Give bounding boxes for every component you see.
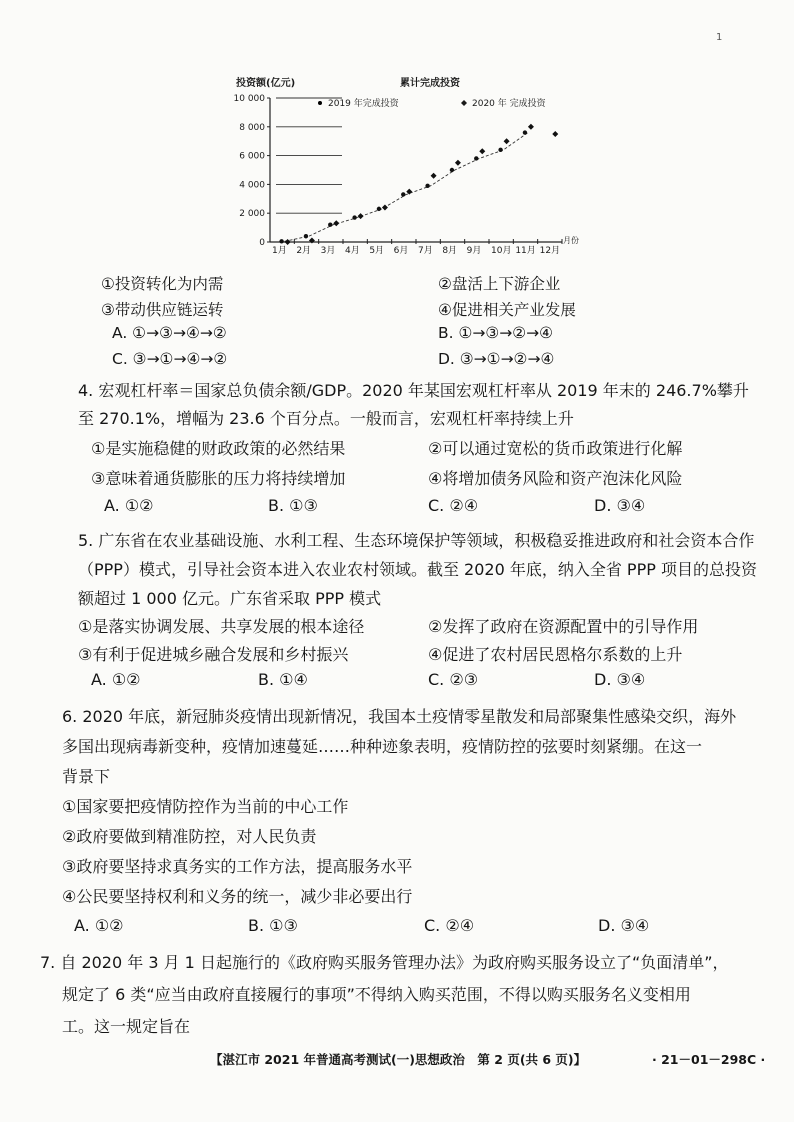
q6-statement-4: ④公民要坚持权利和义务的统一，减少非必要出行 <box>62 887 413 906</box>
q3-statement-2: ②盘活上下游企业 <box>438 275 561 293</box>
q3-option-a: A. ①→③→④→② <box>112 324 227 342</box>
q6-option-c: C. ②④ <box>424 916 475 935</box>
q5-option-a: A. ①② <box>91 670 141 689</box>
point-2020 <box>455 160 461 166</box>
q7-stem-line-3: 工。这一规定旨在 <box>62 1017 191 1036</box>
point-2020 <box>552 131 558 137</box>
q4-stem-line-2: 至 270.1%，增幅为 23.6 个百分点。一般而言，宏观杠杆率持续上升 <box>78 409 574 428</box>
page-corner-mark: 1 <box>716 32 723 43</box>
q4-option-d: D. ③④ <box>594 496 646 515</box>
point-2019 <box>377 207 381 211</box>
q4-statement-2: ②可以通过宽松的货币政策进行化解 <box>428 439 683 458</box>
q4-option-a: A. ①② <box>104 496 154 515</box>
q3-statement-3: ③带动供应链运转 <box>101 301 224 319</box>
point-2019 <box>523 130 527 134</box>
q6-stem-line-1: 6. 2020 年底，新冠肺炎疫情出现新情况，我国本土疫情零星散发和局部聚集性感染交织，海外 <box>62 707 737 726</box>
point-2019 <box>425 184 429 188</box>
footer-title: 【湛江市 2021 年普通高考测试(一)思想政治 第 2 页(共 6 页)】 <box>210 1052 587 1067</box>
q4-option-c: C. ②④ <box>428 496 479 515</box>
legend-2019-label: 2019 年完成投资 <box>328 99 399 109</box>
x-tick-label: 6月 <box>393 246 409 256</box>
point-2020 <box>406 189 412 195</box>
point-2019 <box>328 223 332 227</box>
q5-stem-line-1: 5. 广东省在农业基础设施、水利工程、生态环境保护等领域，积极稳妥推进政府和社会资本合作 <box>78 531 755 550</box>
series-2019-line <box>285 133 528 242</box>
q3-option-c: C. ③→①→④→② <box>112 350 228 368</box>
q3-option-d: D. ③→①→②→④ <box>438 350 555 368</box>
x-tick-label: 1月 <box>272 246 287 256</box>
footer-code: · 21－01－298C · <box>652 1052 766 1067</box>
q3-option-b: B. ①→③→②→④ <box>438 324 554 342</box>
point-2019 <box>474 156 478 160</box>
y-tick-label: 6 000 <box>239 151 265 162</box>
y-axis-label: 投资额(亿元) <box>236 78 296 89</box>
point-2019 <box>352 215 356 219</box>
legend-2020-label: 2020 年 完成投资 <box>472 99 546 109</box>
point-2020 <box>309 238 315 244</box>
q5-stem-line-3: 额超过 1 000 亿元。广东省采取 PPP 模式 <box>78 589 382 608</box>
q5-option-d: D. ③④ <box>594 670 646 689</box>
q5-stem-line-2: （PPP）模式，引导社会资本进入农业农村领域。截至 2020 年底，纳入全省 PPP 项目的总投资 <box>78 560 757 579</box>
q5-statement-1: ①是落实协调发展、共享发展的根本途径 <box>78 617 365 636</box>
point-2019 <box>304 234 308 238</box>
x-tick-label: 9月 <box>466 246 482 256</box>
point-2020 <box>358 213 364 219</box>
investment-chart <box>232 76 579 256</box>
q5-statement-3: ③有利于促进城乡融合发展和乡村振兴 <box>78 645 349 664</box>
q3-statement-4: ④促进相关产业发展 <box>438 301 576 319</box>
legend-2020-marker <box>461 100 467 106</box>
q6-option-d: D. ③④ <box>598 916 650 935</box>
point-2019 <box>279 239 283 243</box>
q4-stem-line-1: 4. 宏观杠杆率＝国家总负债余额/GDP。2020 年某国宏观杠杆率从 2019 年末的 246.7%攀升 <box>78 381 749 400</box>
point-2020 <box>382 204 388 210</box>
y-tick-label: 10 000 <box>233 94 265 104</box>
point-2020 <box>528 124 534 130</box>
x-tick-label: 12月 <box>539 246 561 256</box>
x-tick-label: 2月 <box>296 246 312 256</box>
q4-statement-1: ①是实施稳健的财政政策的必然结果 <box>91 439 346 458</box>
legend-2019-marker <box>318 101 322 105</box>
y-tick-label: 2 000 <box>239 209 265 220</box>
point-2020 <box>479 148 485 154</box>
q6-option-a: A. ①② <box>74 916 124 935</box>
q5-option-c: C. ②③ <box>428 670 479 689</box>
q6-statement-1: ①国家要把疫情防控作为当前的中心工作 <box>62 797 349 816</box>
x-tick-label: 5月 <box>369 246 385 256</box>
point-2019 <box>498 148 502 152</box>
q6-option-b: B. ①③ <box>248 916 298 935</box>
q5-option-b: B. ①④ <box>258 670 308 689</box>
point-2020 <box>333 220 339 226</box>
q4-statement-3: ③意味着通货膨胀的压力将持续增加 <box>91 469 346 488</box>
q3-statement-1: ①投资转化为内需 <box>101 275 224 293</box>
x-axis-label: 月份 <box>563 236 579 245</box>
point-2019 <box>401 192 405 196</box>
point-2020 <box>431 173 437 179</box>
x-tick-label: 11月 <box>515 246 536 256</box>
x-tick-label: 10月 <box>491 246 512 256</box>
q4-statement-4: ④将增加债务风险和资产泡沫化风险 <box>428 469 683 488</box>
point-2019 <box>450 168 454 172</box>
q6-stem-line-3: 背景下 <box>62 767 111 786</box>
y-tick-label: 4 000 <box>239 180 265 191</box>
q7-stem-line-1: 7. 自 2020 年 3 月 1 日起施行的《政府购买服务管理办法》为政府购买服务设立了“负面清单”， <box>40 953 729 972</box>
q7-stem-line-2: 规定了 6 类“应当由政府直接履行的事项”不得纳入购买范围，不得以购买服务名义变相用 <box>62 985 691 1004</box>
x-tick-label: 7月 <box>418 246 433 256</box>
x-tick-label: 8月 <box>442 246 458 256</box>
x-tick-label: 4月 <box>345 246 360 256</box>
chart-title: 累计完成投资 <box>400 78 460 89</box>
q6-stem-line-2: 多国出现病毒新变种，疫情加速蔓延……种种迹象表明，疫情防控的弦要时刻紧绷。在这一 <box>62 737 703 756</box>
q4-option-b: B. ①③ <box>268 496 318 515</box>
y-tick-label: 8 000 <box>239 122 265 133</box>
q6-statement-3: ③政府要坚持求真务实的工作方法，提高服务水平 <box>62 857 413 876</box>
point-2020 <box>504 138 510 144</box>
y-tick-label: 0 <box>259 238 265 248</box>
q6-statement-2: ②政府要做到精准防控，对人民负责 <box>62 827 317 846</box>
q5-statement-4: ④促进了农村居民恩格尔系数的上升 <box>428 645 683 664</box>
x-tick-label: 3月 <box>320 246 336 256</box>
q5-statement-2: ②发挥了政府在资源配置中的引导作用 <box>428 617 699 636</box>
